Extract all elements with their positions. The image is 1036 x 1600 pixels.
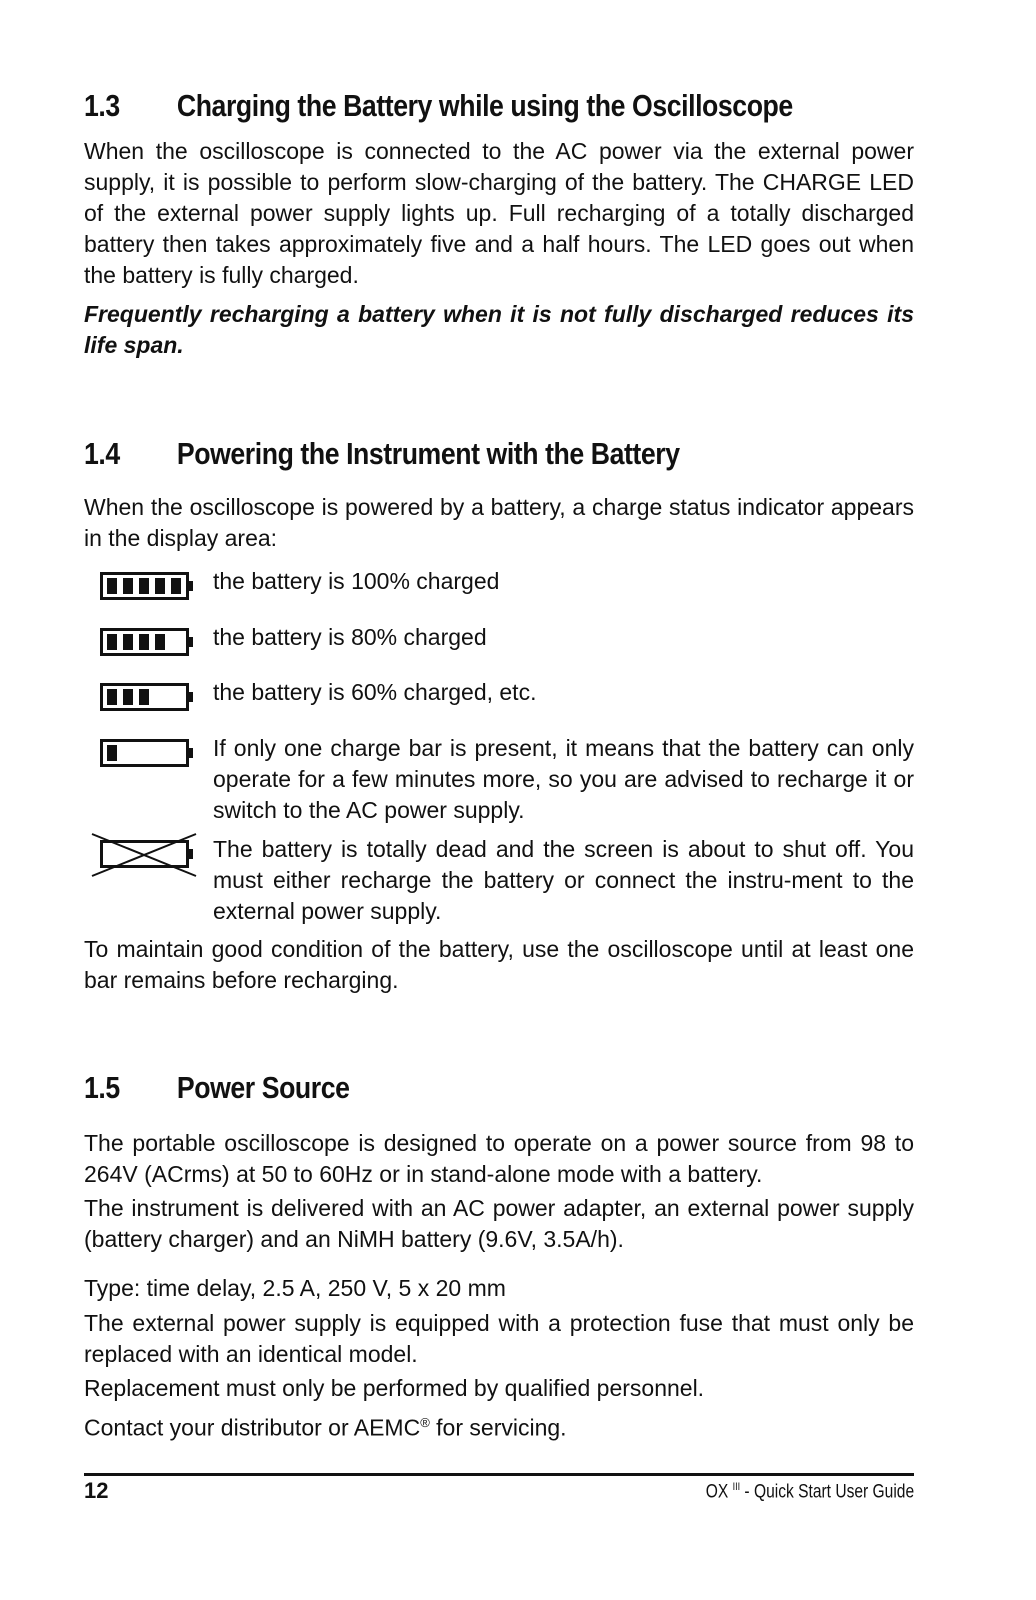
battery-full-icon (100, 572, 196, 600)
battery-indicator-text: the battery is 60% charged, etc. (213, 679, 537, 705)
guide-sup: III (732, 1481, 740, 1493)
page-number: 12 (84, 1478, 109, 1503)
charge-bar (123, 689, 133, 705)
section-number: 1.5 (84, 1070, 120, 1105)
charge-bar (155, 578, 165, 594)
section-heading-1-3 (84, 88, 793, 124)
delivery-paragraph: The instrument is delivered with an AC power adapter, an external power supply (battery charger) and an NiMH battery (9.6V, 3.5A/h). (84, 1195, 914, 1252)
charge-bar (123, 634, 133, 650)
charge-bar (155, 634, 165, 650)
charge-bar (139, 634, 149, 650)
battery-60-icon (100, 683, 196, 711)
footer-rule (84, 1473, 914, 1476)
section-number: 1.3 (84, 88, 120, 123)
charge-bar (107, 578, 117, 594)
battery-indicator-text: the battery is 80% charged (213, 624, 487, 650)
charge-bar (139, 578, 149, 594)
section-heading-1-4 (84, 436, 680, 472)
power-source-paragraph: The portable oscilloscope is designed to operate on a power source from 98 to 264V (ACrms) at 50 to 60Hz or in stand-alone mode with a battery. (84, 1130, 914, 1187)
guide-prefix: OX (705, 1481, 733, 1503)
section-heading-1-5 (84, 1070, 350, 1106)
charge-bar (123, 578, 133, 594)
battery-indicator-text: If only one charge bar is present, it means that the battery can only operate for a few minutes more, so you are advised to recharge it or switch to the AC power supply. (213, 735, 914, 823)
battery-intro-paragraph: When the oscilloscope is powered by a battery, a charge status indicator appears in the display area: (84, 494, 914, 551)
charge-bar (107, 689, 117, 705)
battery-terminal (188, 692, 193, 702)
battery-life-warning: Frequently recharging a battery when it is not fully discharged reduces its life span. (84, 301, 914, 358)
fuse-type-line: Type: time delay, 2.5 A, 250 V, 5 x 20 mm (84, 1275, 506, 1301)
section-title: Power Source (176, 1070, 350, 1105)
charging-paragraph: When the oscilloscope is connected to the AC power via the external power supply, it is possible to perform slow-charging of the battery. The CHARGE LED of the external power supply lights up. Full recharging of a totally discharged battery then takes approximately five and a half hours. The LED goes out when the battery is fully charged. (84, 138, 914, 288)
battery-maintenance-paragraph: To maintain good condition of the battery, use the oscilloscope until at least one bar remains before recharging. (84, 936, 914, 993)
servicing-text: Contact your distributor or AEMC (84, 1414, 421, 1441)
battery-dead-icon (100, 840, 196, 868)
registered-mark: ® (420, 1415, 430, 1430)
battery-terminal (188, 748, 193, 758)
battery-indicator-text: The battery is totally dead and the screen is about to shut off. You must either recharge the battery or connect the instru-ment to the external power supply. (213, 836, 914, 924)
charge-bar (171, 578, 181, 594)
battery-80-icon (100, 628, 196, 656)
fuse-paragraph: The external power supply is equipped with a protection fuse that must only be replaced with an identical model. (84, 1310, 914, 1367)
charge-bar (107, 634, 117, 650)
battery-low-icon (100, 739, 196, 767)
battery-terminal (188, 637, 193, 647)
charge-bar (139, 689, 149, 705)
replacement-line: Replacement must only be performed by qualified personnel. (84, 1375, 705, 1401)
battery-terminal (188, 581, 193, 591)
battery-terminal (188, 849, 193, 859)
servicing-line (84, 1407, 914, 1444)
section-number: 1.4 (84, 436, 120, 471)
battery-indicator-text: the battery is 100% charged (213, 568, 500, 594)
servicing-text-end: for servicing. (429, 1414, 567, 1441)
charge-bar (107, 745, 117, 761)
guide-title (706, 1481, 914, 1503)
guide-suffix: - Quick Start User Guide (739, 1481, 914, 1503)
section-title: Charging the Battery while using the Oscilloscope (176, 88, 793, 123)
section-title: Powering the Instrument with the Battery (176, 436, 680, 471)
